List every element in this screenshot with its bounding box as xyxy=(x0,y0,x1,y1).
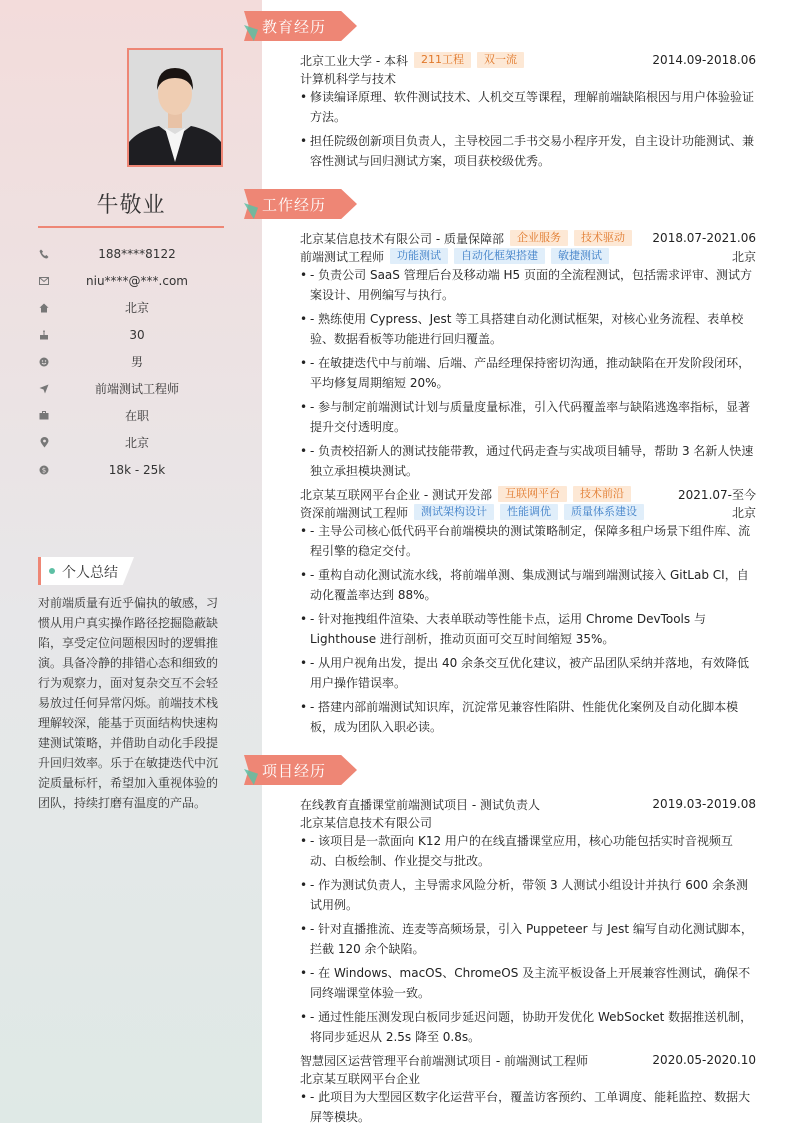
work-city: 北京 xyxy=(731,249,756,264)
list-item: • - 在敏捷迭代中与前端、后端、产品经理保持密切沟通，推动缺陷在开发阶段闭环，平均修复周期缩短 20%。 xyxy=(300,353,756,393)
project-date: 2020.05-2020.10 xyxy=(652,1053,756,1067)
list-item: • - 该项目是一款面向 K12 用户的在线直播课堂应用，核心功能包括实时音视频互动、白板绘制、作业提交与批改。 xyxy=(300,831,756,871)
work-bullets xyxy=(300,521,756,737)
company-name: 北京某信息技术有限公司 - 质量保障部 xyxy=(300,231,504,246)
phone-value: 188****8122 xyxy=(98,246,176,261)
summary-text: 对前端质量有近乎偏执的敏感，习惯从用户真实操作路径挖掘隐蔽缺陷，享受定位问题根因时的逻辑推演。具备冷静的排错心态和细致的行为观察力，面对复杂交互不会轻易放过任何异常闪烁。前端技术栈理解较深，能基于页面结构快速构建测试策略，并借助自动化手段提升回归效率。乐于在敏捷迭代中沉淀质量标杆，希望加入重视体验的团队，持续打磨有温度的产品。 xyxy=(38,596,219,810)
role-tag: 敏捷测试 xyxy=(551,248,609,264)
project-bullets xyxy=(300,1087,756,1127)
info-location xyxy=(38,429,224,456)
section-title: 教育经历 xyxy=(262,18,327,36)
info-age xyxy=(38,321,224,348)
list-item: • 担任院级创新项目负责人，主导校园二手书交易小程序开发，自主设计功能测试、兼容性测试与回归测试方案，项目获校级优秀。 xyxy=(300,131,756,171)
svg-text:$: $ xyxy=(41,466,47,474)
salary-icon xyxy=(38,464,50,476)
list-item: • - 针对拖拽组件渲染、大表单联动等性能卡点，运用 Chrome DevTools 与 Lighthouse 进行剖析，推动页面可交互时间缩短 35%。 xyxy=(300,609,756,649)
email-icon xyxy=(38,275,50,287)
age-value: 30 xyxy=(129,327,145,342)
info-phone xyxy=(38,240,224,267)
role-tag: 测试架构设计 xyxy=(414,504,494,520)
list-item: • - 参与制定前端测试计划与质量度量标准，引入代码覆盖率与缺陷逃逸率指标，显著提升交付透明度。 xyxy=(300,397,756,437)
project-entry xyxy=(300,1051,756,1131)
sidebar xyxy=(0,0,262,1123)
phone-icon xyxy=(38,248,50,260)
position-value: 前端测试工程师 xyxy=(94,382,179,396)
list-item: • - 针对直播推流、连麦等高频场景，引入 Puppeteer 与 Jest 编写自动化测试脚本，拦截 120 余个缺陷。 xyxy=(300,919,756,959)
list-item: • - 从用户视角出发，提出 40 余条交互优化建议，被产品团队采纳并落地，有效降低用户操作错误率。 xyxy=(300,653,756,693)
company-tag: 企业服务 xyxy=(510,230,568,246)
list-item: • 修读编译原理、软件测试技术、人机交互等课程，理解前端缺陷根因与用户体验验证方法。 xyxy=(300,87,756,127)
project-name: 智慧园区运营管理平台前端测试项目 - 前端测试工程师 xyxy=(300,1053,588,1068)
list-item: • - 此项目为大型园区数字化运营平台，覆盖访客预约、工单调度、能耗监控、数据大屏等模块。 xyxy=(300,1087,756,1127)
role-tag: 质量体系建设 xyxy=(564,504,644,520)
cake-icon xyxy=(38,329,50,341)
list-item: • - 通过性能压测发现白板同步延迟问题，协助开发优化 WebSocket 数据推送机制，将同步延迟从 2.5s 降至 0.8s。 xyxy=(300,1007,756,1047)
project-entry xyxy=(300,795,756,1051)
section-title: 项目经历 xyxy=(262,762,327,780)
list-item: • - 主导公司核心低代码平台前端模块的测试策略制定，保障多租户场景下组件库、流程引擎的稳定交付。 xyxy=(300,521,756,561)
company-tag: 技术驱动 xyxy=(574,230,632,246)
project-bullets xyxy=(300,831,756,1047)
contact-info-list xyxy=(38,240,224,483)
email-value: niu****@***.com xyxy=(86,273,188,288)
info-salary xyxy=(38,456,224,483)
info-email xyxy=(38,267,224,294)
list-item: • - 熟练使用 Cypress、Jest 等工具搭建自动化测试框架，对核心业务流程、表单校验、数据看板等功能进行回归覆盖。 xyxy=(300,309,756,349)
location-icon xyxy=(38,437,50,449)
bullet-dot-icon xyxy=(49,568,55,574)
work-bullets xyxy=(300,265,756,481)
company-name: 北京某互联网平台企业 - 测试开发部 xyxy=(300,487,492,502)
list-item: • - 负责校招新人的测试技能带教，通过代码走查与实战项目辅导，帮助 3 名新人快速独立承担模块测试。 xyxy=(300,441,756,481)
candidate-name: 牛敬业 xyxy=(96,193,166,218)
location-value: 北京 xyxy=(124,436,149,450)
home-icon xyxy=(38,302,50,314)
job-role: 资深前端测试工程师 xyxy=(300,505,409,520)
role-tag: 功能测试 xyxy=(390,248,448,264)
info-position xyxy=(38,375,224,402)
education-date: 2014.09-2018.06 xyxy=(652,53,756,67)
work-date: 2021.07-至今 xyxy=(678,487,756,502)
face-icon xyxy=(38,356,50,368)
project-date: 2019.03-2019.08 xyxy=(652,797,756,811)
briefcase-icon xyxy=(38,410,50,422)
education-entry xyxy=(300,51,756,175)
send-icon xyxy=(38,383,50,395)
school-name: 北京工业大学 - 本科 xyxy=(300,53,408,68)
section-header-education xyxy=(244,11,357,41)
name-divider xyxy=(38,226,224,228)
company-tag: 互联网平台 xyxy=(498,486,567,502)
list-item: • - 负责公司 SaaS 管理后台及移动端 H5 页面的全流程测试，包括需求评审、测试方案设计、用例编写与执行。 xyxy=(300,265,756,305)
summary-header xyxy=(38,557,134,585)
project-name: 在线教育直播课堂前端测试项目 - 测试负责人 xyxy=(300,797,540,812)
section-title: 工作经历 xyxy=(262,196,327,214)
section-header-work xyxy=(244,189,357,219)
list-item: • - 作为测试负责人，主导需求风险分析，带领 3 人测试小组设计并执行 600 余条测试用例。 xyxy=(300,875,756,915)
section-header-project xyxy=(244,755,357,785)
education-bullets xyxy=(300,87,756,171)
salary-value: 18k - 25k xyxy=(108,462,166,477)
status-value: 在职 xyxy=(124,409,149,423)
info-status xyxy=(38,402,224,429)
work-city: 北京 xyxy=(731,505,756,520)
school-tag: 双一流 xyxy=(477,52,524,68)
list-item: • - 重构自动化测试流水线，将前端单测、集成测试与端到端测试接入 GitLab CI，自动化覆盖率达到 88%。 xyxy=(300,565,756,605)
info-city xyxy=(38,294,224,321)
work-date: 2018.07-2021.06 xyxy=(652,231,756,245)
project-company: 北京某互联网平台企业 xyxy=(300,1071,421,1086)
role-tag: 性能调优 xyxy=(500,504,558,520)
info-gender xyxy=(38,348,224,375)
city-value: 北京 xyxy=(124,301,149,315)
company-tag: 技术前沿 xyxy=(573,486,631,502)
work-entry xyxy=(300,229,756,485)
list-item: • - 搭建内部前端测试知识库，沉淀常见兼容性陷阱、性能优化案例及自动化脚本模板，成为团队入职必读。 xyxy=(300,697,756,737)
list-item: • - 在 Windows、macOS、ChromeOS 及主流平板设备上开展兼容性测试，确保不同终端课堂体验一致。 xyxy=(300,963,756,1003)
profile-photo xyxy=(127,48,223,167)
project-company: 北京某信息技术有限公司 xyxy=(300,815,433,830)
gender-value: 男 xyxy=(130,355,143,369)
role-tag: 自动化框架搭建 xyxy=(454,248,545,264)
avatar xyxy=(129,50,221,165)
major: 计算机科学与技术 xyxy=(300,71,397,86)
school-tag: 211工程 xyxy=(414,52,471,68)
work-entry xyxy=(300,485,756,741)
job-role: 前端测试工程师 xyxy=(300,249,385,264)
summary-title: 个人总结 xyxy=(62,565,118,581)
